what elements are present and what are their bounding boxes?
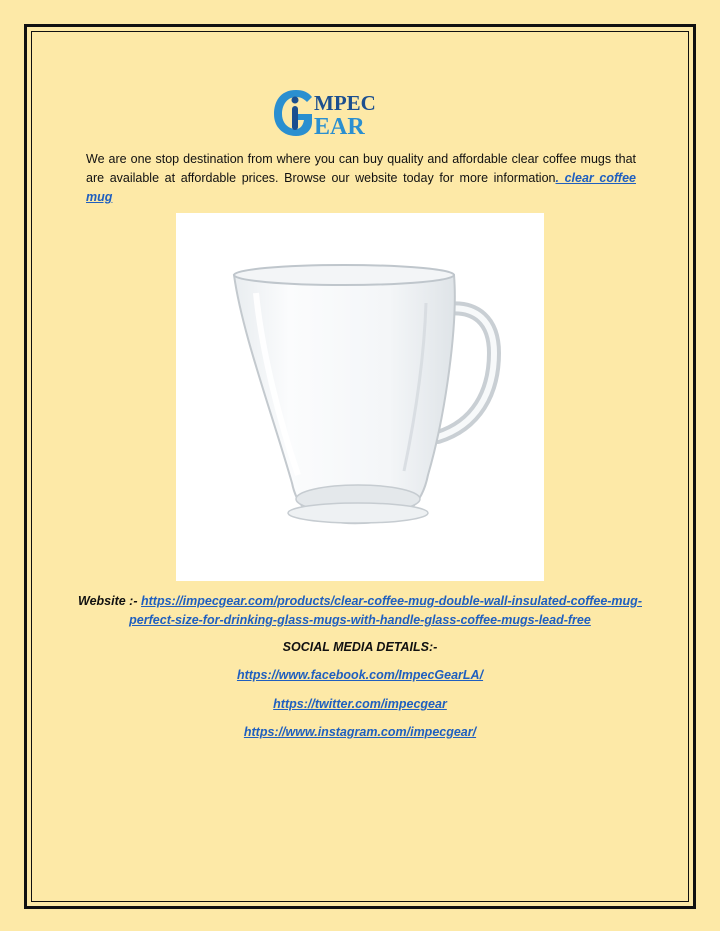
- website-url-link[interactable]: https://impecgear.com/products/clear-coffee-mug-double-wall-insulated-coffee-mug-perfect-size-for-drinking-glass-mugs-with-handle-glass-coffee-mugs-lead-free: [129, 594, 642, 627]
- website-label: Website :-: [78, 594, 138, 608]
- logo-text-top: MPEC: [314, 91, 376, 115]
- twitter-link[interactable]: https://twitter.com/impecgear: [273, 697, 447, 711]
- facebook-link[interactable]: https://www.facebook.com/ImpecGearLA/: [236, 668, 484, 682]
- intro-paragraph: [86, 150, 636, 207]
- instagram-link-row: [76, 725, 644, 739]
- logo-g-swoosh-icon: [274, 90, 312, 136]
- product-photo: [176, 213, 544, 581]
- facebook-link-row: [76, 668, 644, 682]
- clear-glass-mug-icon: [176, 213, 544, 581]
- twitter-link-row: [76, 697, 644, 711]
- intro-text: We are one stop destination from where you can buy quality and affordable clear coffee mugs that are available at affordable prices. Browse our website today for more information: [86, 152, 636, 185]
- impec-gear-logo: [270, 84, 390, 140]
- instagram-link[interactable]: https://www.instagram.com/impecgear/: [243, 725, 477, 739]
- website-line: [76, 592, 644, 630]
- clear-coffee-mug-link[interactable]: . clear coffee mug: [86, 171, 636, 204]
- social-heading: SOCIAL MEDIA DETAILS:-: [282, 640, 438, 654]
- logo-text-bottom: EAR: [314, 114, 365, 140]
